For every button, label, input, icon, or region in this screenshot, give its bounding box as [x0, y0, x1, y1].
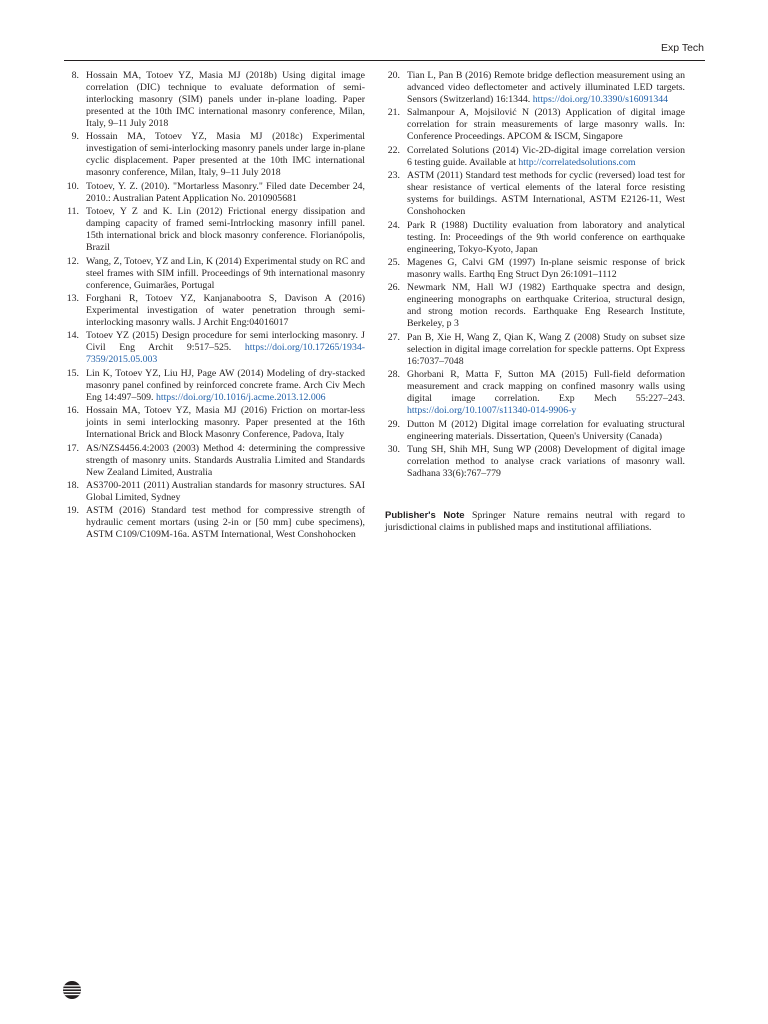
reference-text-container: [86, 405, 365, 441]
header-rule: [64, 60, 705, 61]
doi-link[interactable]: https://doi.org/10.1016/j.acme.2013.12.006: [155, 391, 326, 403]
reference-text: AS/NZS4456.4:2003 (2003) Method 4: determining the compressive strength of masonry units. Standards Australia Limited and Standards New Zealand Limited, Australia: [86, 442, 365, 478]
reference-text-container: [86, 293, 365, 329]
reference-text-container: [86, 181, 365, 205]
reference-text: Totoev, Y Z and K. Lin (2012) Frictional energy dissipation and damping capacity of framed semi-Intrlocking masonry infill panel. 15th international brick and block masonry conference. Florianópolis, Brazil: [86, 206, 365, 254]
reference-text-container: [407, 332, 685, 368]
reference-text: Tian L, Pan B (2016) Remote bridge deflection measurement using an advanced video deflectometer and actively illuminated LED targets. Sensors (Switzerland) 16:1344.: [407, 70, 685, 105]
publisher-note: [385, 510, 685, 534]
reference-number: 16.: [66, 405, 79, 417]
doi-link[interactable]: https://doi.org/10.17265/1934-7359/2015.05.003: [86, 342, 365, 366]
reference-item: [64, 181, 365, 205]
reference-text: Totoev YZ (2015) Design procedure for semi interlocking masonry. J Civil Eng Archit 9:517–525.: [86, 330, 365, 354]
reference-text: Pan B, Xie H, Wang Z, Qian K, Wang Z (2008) Study on subset size selection in digital image correlation for speckle patterns. Opt Express 16:7037–7048: [407, 331, 685, 367]
reference-number: 10.: [66, 180, 79, 192]
reference-number: 13.: [66, 292, 79, 304]
reference-text: Park R (1988) Ductility evaluation from laboratory and analytical testing. In: Proceedings of the 9th world conference on earthquake engineering, Tokyo-Kyoto, Japan: [407, 219, 685, 255]
reference-item: [385, 70, 685, 106]
reference-item: [64, 368, 365, 404]
reference-text: Magenes G, Calvi GM (1997) In-plane seismic response of brick masonry walls. Earthq Eng Struct Dyn 26:1091–1112: [407, 256, 685, 280]
reference-text: Salmanpour A, Mojsilović N (2013) Application of digital image correlation for strain measurements of large masonry walls. In: Conference Proceedings. APCOM & ISCM, Singapore: [407, 107, 685, 143]
reference-text-container: [86, 505, 365, 541]
reference-item: [385, 257, 685, 281]
reference-item: [385, 369, 685, 417]
reference-text-container: [407, 419, 685, 443]
reference-number: 20.: [387, 70, 400, 81]
reference-item: [385, 282, 685, 330]
reference-text: Totoev, Y. Z. (2010). "Mortarless Masonry." Filed date December 24, 2010.: Australian Patent Application No. 2010905681: [86, 180, 365, 204]
reference-text: Wang, Z, Totoev, YZ and Lin, K (2014) Experimental study on RC and steel frames with SIM infill. Proceedings of 9th international masonry conference, Guimarães, Portugal: [86, 255, 365, 291]
reference-text-container: [86, 206, 365, 254]
reference-text-container: [407, 282, 685, 330]
reference-number: 19.: [66, 505, 79, 517]
reference-text-container: [86, 480, 365, 504]
reference-item: [64, 206, 365, 254]
reference-text-container: [86, 443, 365, 479]
reference-text-container: [407, 170, 685, 218]
reference-item: [64, 256, 365, 292]
springer-logo-icon: [62, 980, 82, 1000]
reference-item: [64, 293, 365, 329]
reference-text-container: [86, 131, 365, 179]
reference-item: [64, 131, 365, 179]
reference-number: 14.: [66, 330, 79, 342]
reference-text-container: [407, 444, 685, 480]
reference-text-container: [86, 70, 365, 130]
reference-text: AS3700-2011 (2011) Australian standards for masonry structures. SAI Global Limited, Sydney: [86, 479, 365, 503]
reference-number: 18.: [66, 479, 79, 491]
reference-number: 21.: [387, 107, 400, 119]
reference-text: Tung SH, Shih MH, Sung WP (2008) Development of digital image correlation method to analyse crack variations of masonry wall. Sadhana 33(6):767–779: [407, 443, 685, 479]
reference-item: [64, 480, 365, 504]
reference-number: 25.: [387, 256, 400, 268]
reference-text-container: [86, 256, 365, 292]
reference-text: Lin K, Totoev YZ, Liu HJ, Page AW (2014) Modeling of dry-stacked masonry panel confined by reinforced concrete frame. Arch Civ Mech Eng 14:497–509.: [86, 367, 365, 403]
doi-link[interactable]: https://doi.org/10.1007/s11340-014-9906-y: [407, 405, 577, 417]
reference-number: 9.: [71, 131, 79, 143]
reference-text: Dutton M (2012) Digital image correlation for evaluating structural engineering materials. Dissertation, Queen's University (Canada): [407, 418, 685, 442]
reference-item: [385, 220, 685, 256]
reference-item: [385, 170, 685, 218]
reference-number: 11.: [67, 206, 79, 218]
reference-text: Hossain MA, Totoev YZ, Masia MJ (2018b) Using digital image correlation (DIC) technique to evaluate deformation of semi-interlocking masonry (SIM) panels under in-plane loading. Paper presented at the 10th IMC international masonry conference, Milan, Italy, 9–11 July 2018: [86, 70, 365, 129]
reference-number: 8.: [71, 70, 79, 81]
publisher-note-text: Springer Nature remains neutral with regard to jurisdictional claims in published maps and institutional affiliations.: [385, 509, 685, 533]
reference-number: 24.: [387, 219, 400, 231]
reference-text-container: [407, 369, 685, 417]
reference-item: [64, 443, 365, 479]
reference-item: [385, 107, 685, 143]
publisher-note-label: Publisher's Note: [385, 509, 465, 521]
reference-number: 28.: [387, 369, 400, 381]
reference-text-container: [407, 220, 685, 256]
reference-item: [64, 330, 365, 366]
reference-text: Ghorbani R, Matta F, Sutton MA (2015) Full-field deformation measurement and crack mapping on confined masonry walls using digital image correlation. Exp Mech 55:227–243.: [407, 369, 685, 405]
reference-number: 23.: [387, 170, 400, 182]
reference-number: 27.: [387, 331, 400, 343]
reference-item: [385, 444, 685, 480]
reference-text: ASTM (2011) Standard test methods for cyclic (reversed) load test for shear resistance of vertical elements of the lateral force resisting systems for buildings. ASTM International, ASTM E2126-11, West Conshohocken: [407, 170, 685, 218]
reference-number: 26.: [387, 282, 400, 294]
references-right-column: [385, 70, 685, 534]
reference-text-container: [86, 368, 365, 404]
reference-text-container: [407, 70, 685, 106]
reference-item: [385, 419, 685, 443]
reference-text-container: [86, 330, 365, 366]
reference-text: Correlated Solutions (2014) Vic-2D-digital image correlation version 6 testing guide. Available at: [407, 144, 685, 168]
reference-item: [385, 332, 685, 368]
reference-item: [64, 405, 365, 441]
reference-item: [385, 145, 685, 169]
journal-name: Exp Tech: [661, 42, 704, 54]
reference-item: [64, 505, 365, 541]
website-link[interactable]: http://correlatedsolutions.com: [518, 156, 636, 168]
reference-number: 29.: [387, 418, 400, 430]
reference-number: 12.: [66, 255, 79, 267]
doi-link[interactable]: https://doi.org/10.3390/s16091344: [532, 94, 669, 105]
reference-text: Forghani R, Totoev YZ, Kanjanabootra S, Davison A (2016) Experimental investigation of water penetration through semi-interlocking masonry walls. J Archit Eng:04016017: [86, 292, 365, 328]
reference-item: [64, 70, 365, 130]
reference-number: 15.: [66, 367, 79, 379]
reference-text-container: [407, 107, 685, 143]
reference-number: 22.: [387, 144, 400, 156]
reference-number: 30.: [387, 443, 400, 455]
reference-text-container: [407, 257, 685, 281]
references-left-column: [64, 70, 365, 543]
reference-text: ASTM (2016) Standard test method for compressive strength of hydraulic cement mortars (using 2-in or [50 mm] cube specimens), ASTM C109/C109M-16a. ASTM International, West Conshohocken: [86, 505, 365, 541]
reference-text: Newmark NM, Hall WJ (1982) Earthquake spectra and design, engineering monographs on earthquake Criterioa, structural design, and strong motion records. Earthquake Eng Research Institute, Berkeley, p 3: [407, 282, 685, 330]
reference-text: Hossain MA, Totoev YZ, Masia MJ (2018c) Experimental investigation of semi-interlocking masonry panels under large in-plane cyclic displacement. Paper presented at the 10th IMC international masonry conference, Milan, Italy, 9–11 July 2018: [86, 131, 365, 179]
reference-number: 17.: [66, 442, 79, 454]
reference-text-container: [407, 145, 685, 169]
reference-text: Hossain MA, Totoev YZ, Masia MJ (2016) Friction on mortar-less joints in semi interlocking masonry. Paper presented at the 16th International Brick and Block Masonry Conference, Padova, Italy: [86, 405, 365, 441]
